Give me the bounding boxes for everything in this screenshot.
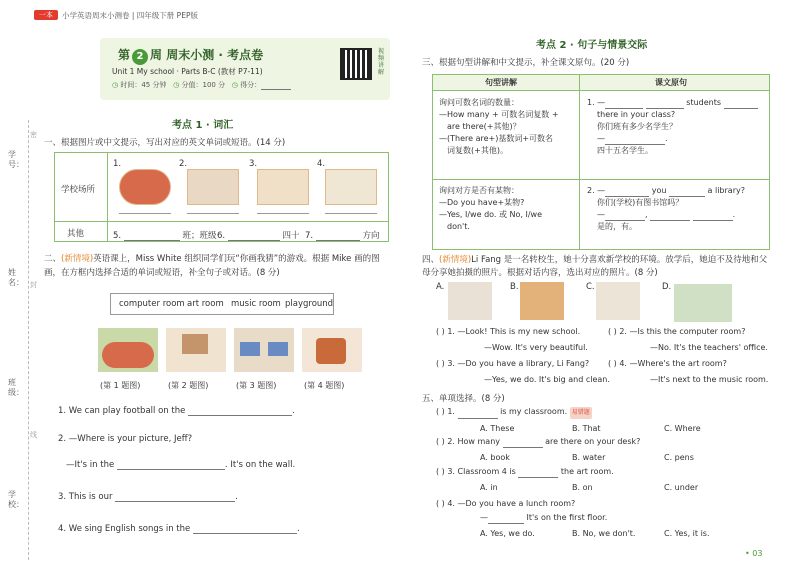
playground-picture [119,169,171,205]
section2-heading: 考点 2 · 句子与情景交际 [536,40,648,51]
s4-blank[interactable] [193,524,297,534]
item5-num: 5. [113,231,122,241]
row2-label: 其他 [67,229,85,239]
mc1-q: ( ) 1. [436,407,455,416]
item5-hint: 班；班级 [182,231,217,241]
s1-blank[interactable] [188,406,292,416]
mc2-q: ( ) 2. How many [436,437,500,446]
mi-label: 密 [30,131,37,139]
s3-text: 3. This is our [58,492,113,502]
page-number: • 03 [745,549,763,558]
q5-instruction: 五、单项选择。(8 分) [422,394,505,404]
dialog-3 [436,358,610,386]
mc3-q: ( ) 3. Classroom 4 is [436,467,516,476]
dialog-4 [608,358,768,386]
choice-playground: playground [285,299,334,309]
answer-blank-1[interactable] [119,213,171,214]
pic-num-1: 1. [113,159,122,169]
mc4-mid: It's on the first floor. [526,513,608,522]
mc4-opt-b[interactable]: B. No, we don't. [572,529,636,538]
q4-text: Li Fang 是一名转校生，她十分喜欢新学校的环境。放学后，她迫不及待地和父母分享她拍摄的照片。根据对话内容，选出对应的照片。(8 分) [422,255,768,278]
got-text: 得分： [240,81,262,89]
item6-num: 6. [217,231,226,241]
c2r-blank3[interactable] [605,211,645,221]
q2-text: 英语课上，Miss White 组织同学们玩“你画我猜”的游戏。根据 Mike 画的图画，在方框内选择合适的单词或短语，补全句子或对话。(8 分) [44,254,380,278]
sentence-2b [66,460,295,470]
dialog1-a: —Wow. It's very beautiful. [484,343,588,352]
caption-1: (第 1 题图) [100,381,141,390]
dialog1-q: ( ) 1. —Look! This is my new school. [436,327,581,336]
week-number: 2 [132,49,148,65]
option-d-school-picture [674,284,732,322]
sentence-3 [58,492,238,502]
caption-2: (第 2 题图) [168,381,209,390]
mc1-blank[interactable] [458,409,498,419]
answer-blank-3[interactable] [257,213,309,214]
pic-num-2: 2. [179,159,188,169]
mc3-opt-b[interactable]: B. on [572,483,593,492]
score-text: 分值：100 分 [181,81,226,89]
c2r-comma: , [645,210,648,219]
sentence-4 [58,524,300,534]
dialog4-q: ( ) 4. —Where's the art room? [608,359,727,368]
option-a-label: A. [436,282,445,292]
item6-blank[interactable] [228,231,280,241]
vocab-table [54,152,389,242]
q4-tag: (新情境) [439,255,472,265]
option-b-door-picture [520,282,564,320]
mc4-q: ( ) 4. —Do you have a lunch room? [436,499,576,508]
c2l-line1: 询问对方是否有某物： [439,186,519,195]
dialog4-a: —It's next to the music room. [650,375,769,384]
row2-item-6 [217,229,300,241]
s3-end: . [235,492,238,502]
s1-end: . [292,406,295,416]
mc2-opt-b[interactable]: B. water [572,453,606,462]
q2-prefix: 二、 [44,254,62,264]
unit-line: Unit 1 My school · Parts B-C (教材 P7-11) [112,67,263,76]
option-b-label: B. [510,282,519,292]
mc1-opt-a[interactable]: A. These [480,424,515,433]
c2r-num: 2. — [587,186,606,195]
mc3-opt-c[interactable]: C. under [664,483,699,492]
option-c-label: C. [586,282,595,292]
mc2-mid: are there on your desk? [545,437,641,446]
sentence-table [432,74,770,250]
cell1-right [587,97,767,157]
c2l-line3: —Yes, I/we do. 或 No, I/we [439,210,543,219]
mc-2 [436,436,694,464]
q1-instruction: 一、根据图片或中文提示，写出对应的英文单词或短语。(14 分) [44,138,286,148]
row2-item-7 [305,229,380,241]
mc1-mid: is my classroom. [500,407,568,416]
c2r-blank2[interactable] [669,187,705,197]
c1l-line5: 词复数(+其他)。 [447,146,508,155]
s3-blank[interactable] [115,492,235,502]
row2-item-5 [113,229,217,241]
book-title: 小学英语周末小测卷 | 四年级下册 PEP版 [62,11,198,20]
c2r-line4: 是的，有。 [597,222,637,231]
c2l-line2: —Do you have+某物? [439,198,525,207]
mc1-opt-b[interactable]: B. That [572,424,601,433]
sentence-2: 2. —Where is your picture, Jeff? [58,434,193,444]
name-label: 姓名： [8,268,24,287]
classroom-picture [187,169,239,205]
item6-hint: 四十 [282,231,300,241]
week-prefix: 第 [118,48,131,62]
choice-computer-room: computer room [119,299,185,309]
c1r-blank2[interactable] [646,99,684,109]
c1r-num: 1. — [587,98,606,107]
q2-tag: (新情境) [61,254,94,264]
week-title [118,46,263,65]
mc3-mid: the art room. [560,467,614,476]
mc2-opt-a[interactable]: A. book [480,453,510,462]
option-d-label: D. [662,282,672,292]
c1l-line3: are there(+其他)？ [447,122,521,131]
cell1-left [439,97,559,157]
week-suffix: 周 周末小测 · 考点卷 [150,48,264,62]
caption-3: (第 3 题图) [236,381,277,390]
xian-label: 线 [30,431,37,439]
c1l-line2: —How many + 可数名词复数 + [439,110,559,119]
section1-heading: 考点 1 · 词汇 [172,120,234,131]
dialog3-q: ( ) 3. —Do you have a library, Li Fang? [436,359,590,368]
option-c-library-picture [596,282,640,320]
c1l-line1: 询问可数名词的数量： [439,98,519,107]
choice-music-room: music room [231,299,281,309]
pic-num-3: 3. [249,159,258,169]
c1r-line3: 你们班有多少名学生？ [597,122,677,131]
c1l-line4: —(There are+)基数词+可数名 [439,134,554,143]
music-room-picture [325,169,377,205]
answer-blank-4[interactable] [325,213,377,214]
item5-blank[interactable] [124,231,180,241]
item7-num: 7. [305,231,314,241]
answer-blank-2[interactable] [187,213,239,214]
c2r-blank1[interactable] [605,187,649,197]
c2r-you: you [651,186,667,195]
mc4-opt-c[interactable]: C. Yes, it is. [664,529,710,538]
number-label: 学号： [8,150,24,169]
dialog-2 [608,326,768,354]
pic-num-4: 4. [317,159,326,169]
score-icon: ◷ [173,81,180,89]
mc1-tag: 易错题 [570,407,592,419]
word-choice-box [110,293,334,315]
pic2-art-room [166,328,226,372]
time-text: 时间：45 分钟 [120,81,167,89]
pic4-music-room [302,328,362,372]
choice-art-room: art room [187,299,224,309]
school-label: 学校： [8,490,24,509]
s4-end: . [296,524,300,534]
dialog-1 [436,326,588,354]
mc2-opt-c[interactable]: C. pens [664,453,694,462]
c2r-blank4[interactable] [650,211,690,221]
feng-label: 封 [30,281,37,289]
mc3-blank[interactable] [518,468,558,478]
c2r-dash: — [597,210,605,219]
mc-3 [436,466,698,494]
c1r-blank1[interactable] [605,99,643,109]
c1r-line5: 四十五名学生。 [597,146,653,155]
clock-icon: ◷ [112,81,119,89]
q3-instruction: 三、根据句型讲解和中文提示，补全课文原句。(20 分) [422,58,630,68]
pic1-playground [98,328,158,372]
item7-blank[interactable] [316,231,360,241]
mc-1 [436,406,701,435]
brand-badge: 一本 [34,10,58,20]
qr-caption: 视频讲解 [378,48,385,76]
option-a-office-picture [448,282,492,320]
page-number-text: 03 [752,549,763,558]
c1r-dot: . [665,134,668,143]
sentence-1 [58,406,295,416]
c1r-dash: — [597,134,605,143]
mc1-opt-c[interactable]: C. Where [664,424,701,433]
s4-text: 4. We sing English songs in the [58,524,191,534]
caption-4: (第 4 题图) [304,381,345,390]
c1r-blank4[interactable] [605,135,665,145]
c1r-line2: there in your class? [597,110,676,119]
mc4-blank[interactable] [488,514,524,524]
c2r-library: a library? [707,186,745,195]
c2l-line4: don't. [447,222,470,231]
dialog2-q: ( ) 2. —Is this the computer room? [608,327,746,336]
qr-code-icon[interactable] [340,48,372,80]
q2-instruction [44,252,394,280]
art-room-picture [257,169,309,205]
table-header-1: 句型讲解 [485,78,517,87]
c1r-blank3[interactable] [724,99,758,109]
meta-line [112,80,291,90]
cell2-left [439,185,542,233]
row1-label: 学校场所 [61,185,96,195]
c1r-students: students [686,98,722,107]
c2r-blank5[interactable] [693,211,733,221]
dialog3-a: —Yes, we do. It's big and clean. [484,375,610,384]
cell2-right [587,185,767,233]
s1-text: 1. We can play football on the [58,406,186,416]
q4-instruction [422,254,774,280]
mc4-opt-a[interactable]: A. Yes, we do. [480,529,535,538]
item7-hint: 方向 [362,231,380,241]
c2r-line2: 你们(学校)有图书馆吗？ [597,198,684,207]
mc3-opt-a[interactable]: A. in [480,483,498,492]
margin-cut-line [28,120,29,560]
got-icon: ◷ [231,81,238,89]
mc2-blank[interactable] [503,438,543,448]
dialog2-a: —No. It's the teachers' office. [650,343,768,352]
s2-end: . It's on the wall. [224,460,296,470]
s2-text: —It's in the [66,460,115,470]
class-label: 班级： [8,378,24,397]
got-blank[interactable] [261,80,291,90]
table-header-2: 课文原句 [655,78,687,87]
pic3-computer-room [234,328,294,372]
s2-blank[interactable] [117,460,225,470]
c2r-dot: . [732,210,736,219]
q4-prefix: 四、 [422,255,440,265]
mc-4: ( ) 4. —Do you have a lunch room? — It's on the first floor. A. Yes, we do. B. No, we don't. C. Yes, it is. [436,499,710,538]
